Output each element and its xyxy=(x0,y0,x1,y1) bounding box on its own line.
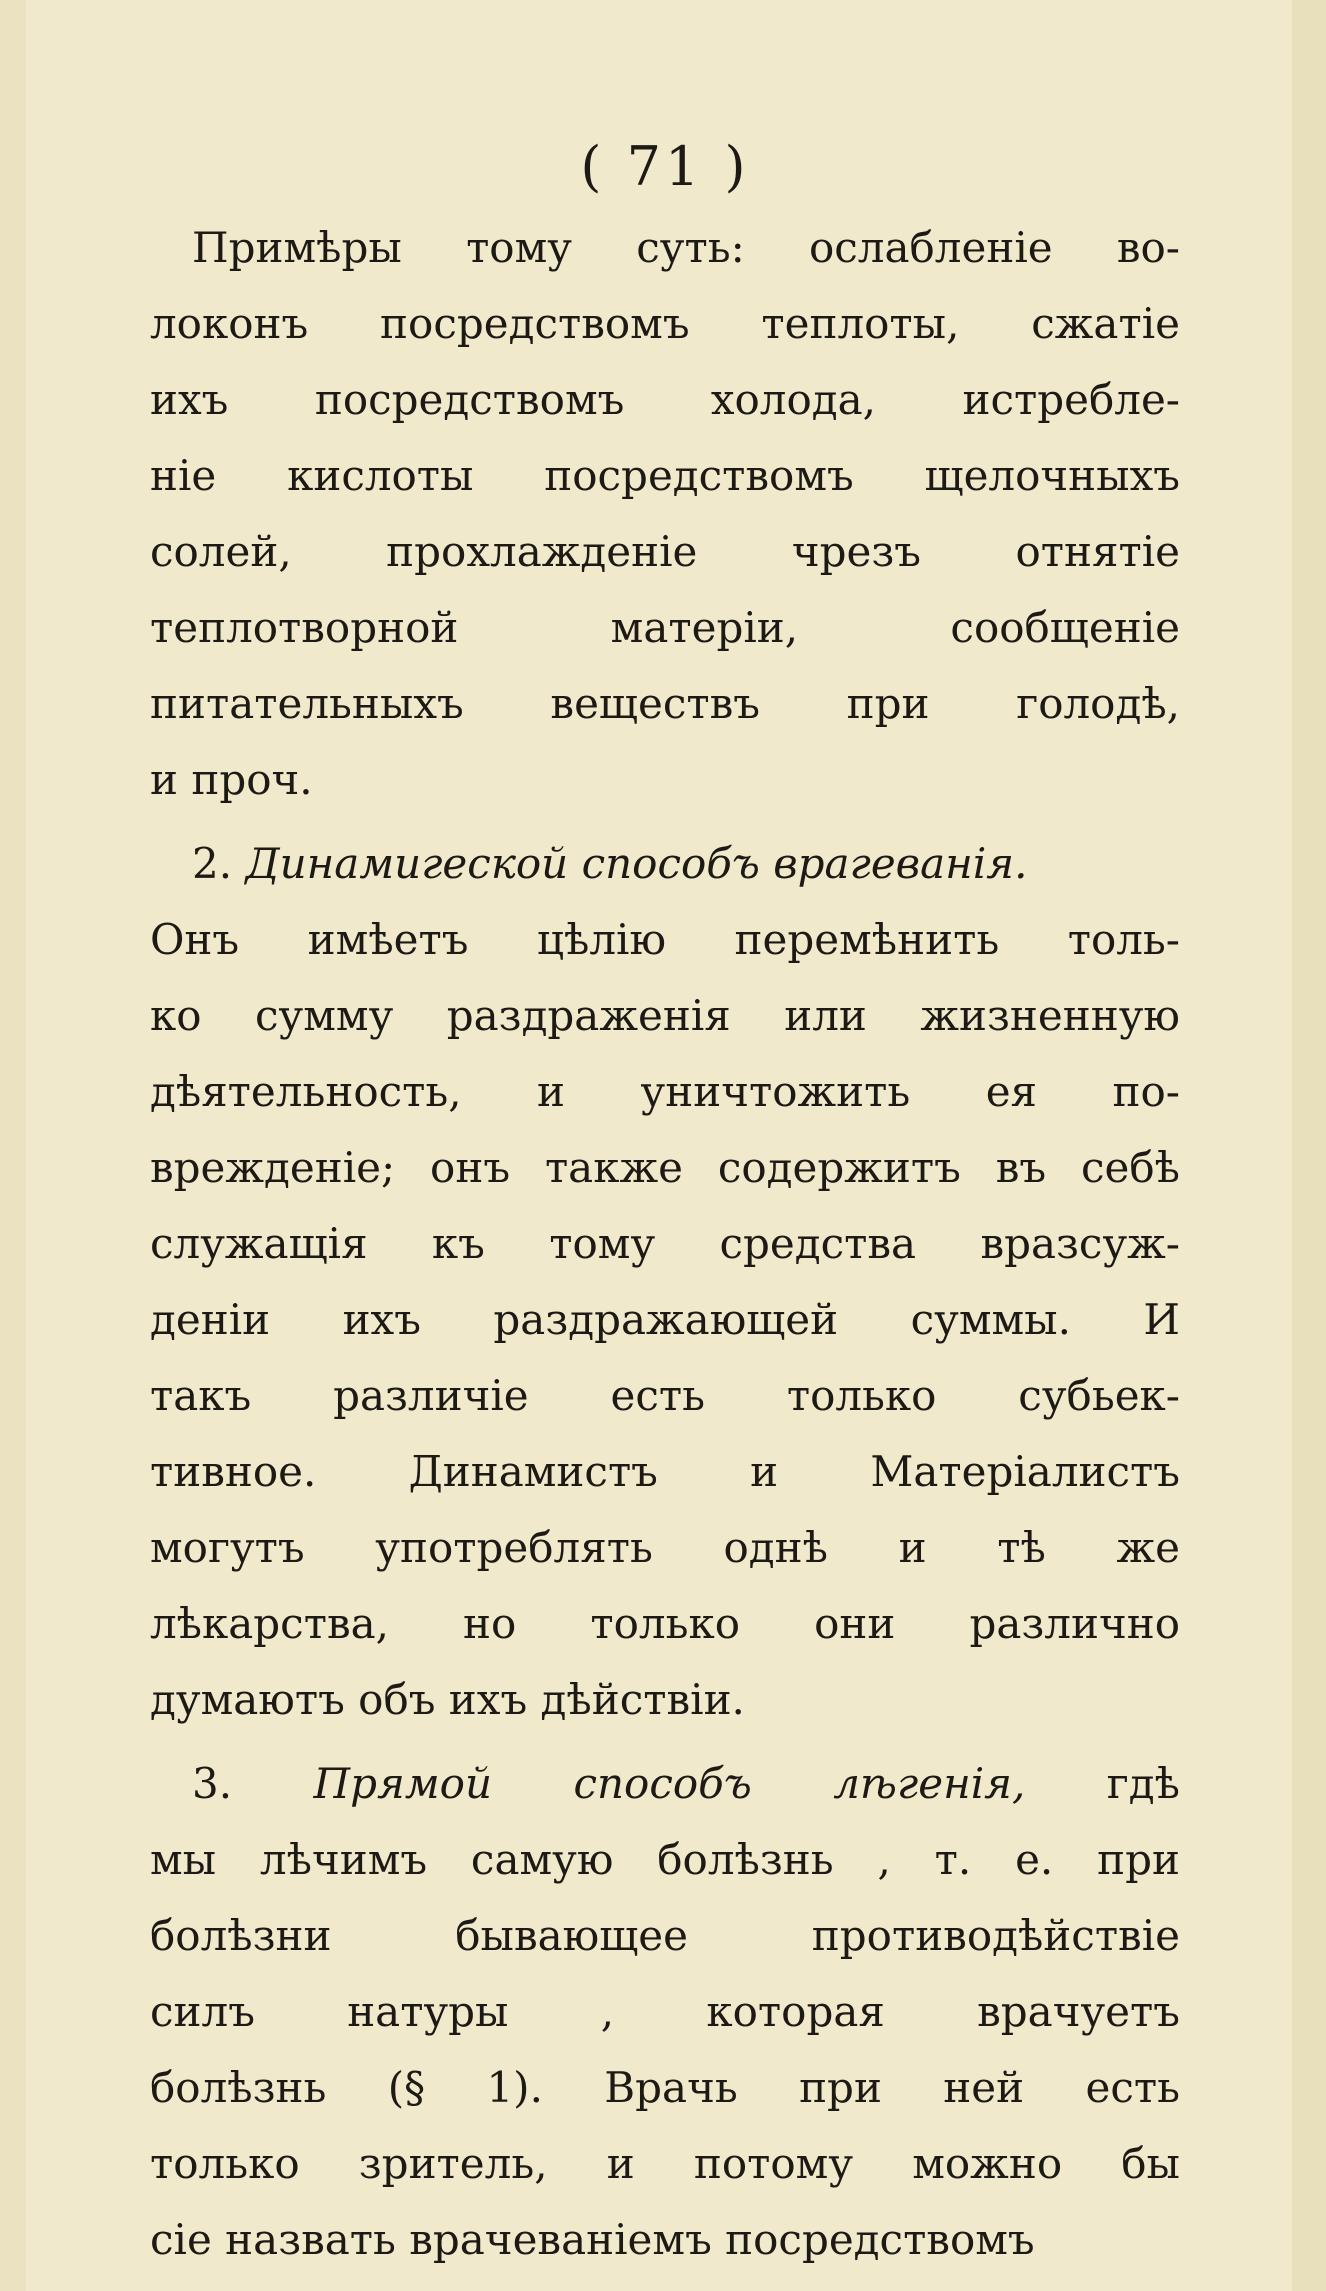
page-left-edge xyxy=(0,0,26,2291)
text-line: лѣкарства, но только они различно xyxy=(150,1599,1180,1648)
heading-rest: гдѣ xyxy=(1106,1759,1180,1808)
heading-title: Динамигеской способъ врагеванія. xyxy=(245,839,1028,888)
text-line: дѣятельность, и уничтожить ея по- xyxy=(150,1067,1180,1116)
page-number: ( 71 ) xyxy=(580,135,750,198)
text-line: сіе назвать врачеваніемъ посредствомъ xyxy=(150,2215,1035,2264)
text-line: Примѣры тому суть: ослабленіе во- xyxy=(192,223,1180,272)
text-line: теплотворной матеріи, сообщеніе xyxy=(150,603,1180,652)
text-line: могутъ употреблять однѣ и тѣ же xyxy=(150,1523,1180,1572)
text-line: только зритель, и потому можно бы xyxy=(150,2139,1180,2188)
heading-number: 3. xyxy=(192,1759,233,1808)
text-line: силъ натуры , которая врачуетъ xyxy=(150,1987,1180,2036)
heading-number: 2. xyxy=(192,839,233,888)
text-line: болѣзнь (§ 1). Врачь при ней есть xyxy=(150,2063,1180,2112)
text-line: такъ различіе есть только субьек- xyxy=(150,1371,1180,1420)
paragraph-1 xyxy=(150,210,1180,818)
text-line: ніе кислоты посредствомъ щелочныхъ xyxy=(150,451,1180,500)
text-line: солей, прохлажденіе чрезъ отнятіе xyxy=(150,527,1180,576)
text-line: питательныхъ веществъ при голодѣ, xyxy=(150,679,1180,728)
text-line: и проч. xyxy=(150,755,313,804)
section-heading-2 xyxy=(150,826,1180,902)
text-line: тивное. Динамистъ и Матеріалистъ xyxy=(150,1447,1180,1496)
heading-title: Прямой способъ лѣгенія, xyxy=(313,1759,1026,1808)
text-line: болѣзни бывающее противодѣйствіе xyxy=(150,1911,1180,1960)
text-line: думаютъ объ ихъ дѣйствіи. xyxy=(150,1675,745,1724)
text-line: локонъ посредствомъ теплоты, сжатіе xyxy=(150,299,1180,348)
paragraph-3 xyxy=(150,1746,1180,2278)
text-line: врежденіе; онъ также содержитъ въ себѣ xyxy=(150,1143,1180,1192)
text-block xyxy=(150,130,1180,2278)
text-line: служащія къ тому средства вразсуж- xyxy=(150,1219,1180,1268)
text-line: Онъ имѣетъ цѣлію перемѣнить толь- xyxy=(150,915,1180,964)
text-line: мы лѣчимъ самую болѣзнь , т. е. при xyxy=(150,1835,1180,1884)
text-line: ихъ посредствомъ холода, истребле- xyxy=(150,375,1180,424)
section-heading-3 xyxy=(150,1746,1180,1822)
text-line: деніи ихъ раздражающей суммы. И xyxy=(150,1295,1180,1344)
paragraph-2 xyxy=(150,826,1180,1738)
page-right-edge xyxy=(1292,0,1326,2291)
text-line: ко сумму раздраженія или жизненную xyxy=(150,991,1180,1040)
